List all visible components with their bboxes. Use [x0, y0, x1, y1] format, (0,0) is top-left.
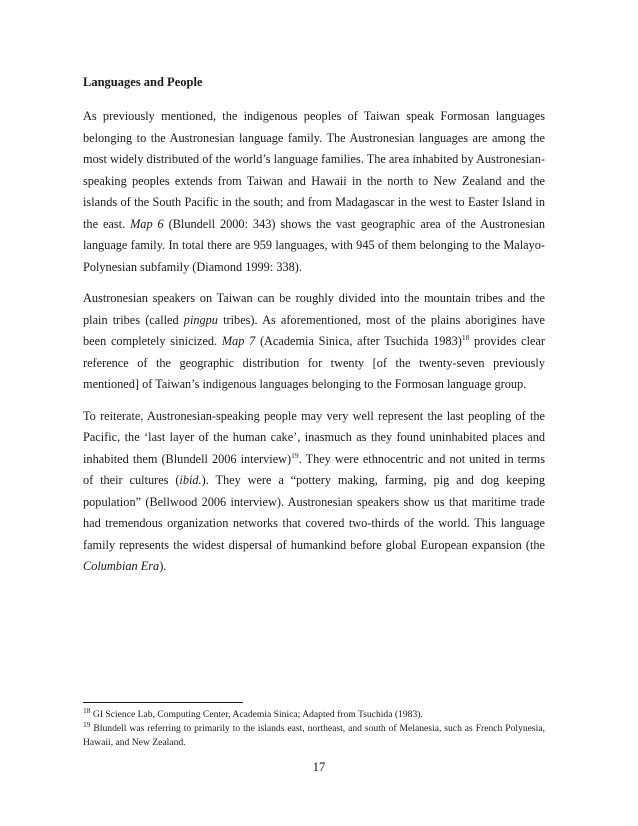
- paragraph-3: [83, 406, 545, 578]
- paragraph-1: [83, 106, 545, 278]
- footnote-marker-19[interactable]: 19: [291, 450, 299, 460]
- map-6-reference: Map 6: [130, 216, 164, 231]
- paragraph-3-text-4: ).: [159, 559, 167, 573]
- footnote-18-mark: 18: [83, 705, 91, 715]
- map-7-reference: Map 7: [221, 334, 256, 348]
- paragraph-2-text-4: provides clear reference of the geographic distribution for twenty [of the twenty-seven previously mentioned] of Taiwan’s indigenous languages belonging to the Formosan language group.: [83, 334, 545, 391]
- footnotes: [83, 705, 545, 750]
- pingpu-term: pingpu: [183, 312, 218, 327]
- paragraph-2-text-1: Austronesian speakers on Taiwan can be roughly divided into the mountain tribes and the plain tribes (called: [83, 291, 545, 327]
- page-number: 17: [312, 760, 326, 774]
- footnote-19-text: Blundell was referring to primarily to the islands east, northeast, and south of Melanesia, such as French Polynesia, Hawaii, and New Zealand.: [83, 723, 545, 748]
- paragraph-1-text: As previously mentioned, the indigenous peoples of Taiwan speak Formosan languages belonging to the Austronesian language family. The Austronesian languages are among the most widely distributed of the world’s language families. The area inhabited by Austronesian-speaking peoples extends from Taiwan and Hawaii in the north to New Zealand and the islands of the South Pacific in the south; and from Madagascar in the west to Easter Island in the east.: [83, 109, 545, 231]
- paragraph-2-text-2: tribes). As aforementioned, most of the plains aborigines have been completely sinicized.: [83, 312, 545, 348]
- paragraph-3-text-2: . They were ethnocentric and not united in terms of their cultures (: [83, 451, 545, 487]
- paragraph-3-text-1: To reiterate, Austronesian-speaking people may very well represent the last peopling of the Pacific, the ‘last layer of the human cake’, inasmuch as they found uninhabited places and inhabited them (Blundell 2006 interview): [83, 408, 545, 466]
- page-body: [83, 74, 545, 588]
- footnote-divider: [83, 702, 243, 703]
- footnote-marker-18[interactable]: 18: [461, 332, 470, 342]
- paragraph-1-text-after: (Blundell 2000: 343) shows the vast geographic area of the Austronesian language family. In total there are 959 languages, with 945 of them belonging to the Malayo-Polynesian subfamily (Diamond 1999: 338).: [83, 216, 545, 274]
- paragraph-3-text-3: ). They were a “pottery making, farming, pig and dog keeping population” (Bellwood 2006 interview). Austronesian speakers show us that maritime trade had tremendous organization networks that covered two-thirds of the world. This language family represents the widest dispersal of humankind before global European expansion (the: [83, 473, 545, 552]
- footnote-19: [83, 719, 545, 750]
- section-heading: Languages and People: [83, 75, 203, 89]
- footnote-18: [83, 705, 545, 722]
- ibid-term: ibid.: [179, 473, 202, 487]
- columbian-era-term: Columbian Era: [83, 559, 160, 573]
- footnote-19-mark: 19: [83, 719, 91, 729]
- paragraph-2: [83, 288, 545, 396]
- paragraph-2-text-3: (Academia Sinica, after Tsuchida 1983): [255, 334, 462, 348]
- footnote-18-text: GI Science Lab, Computing Center, Academia Sinica; Adapted from Tsuchida (1983).: [90, 709, 423, 720]
